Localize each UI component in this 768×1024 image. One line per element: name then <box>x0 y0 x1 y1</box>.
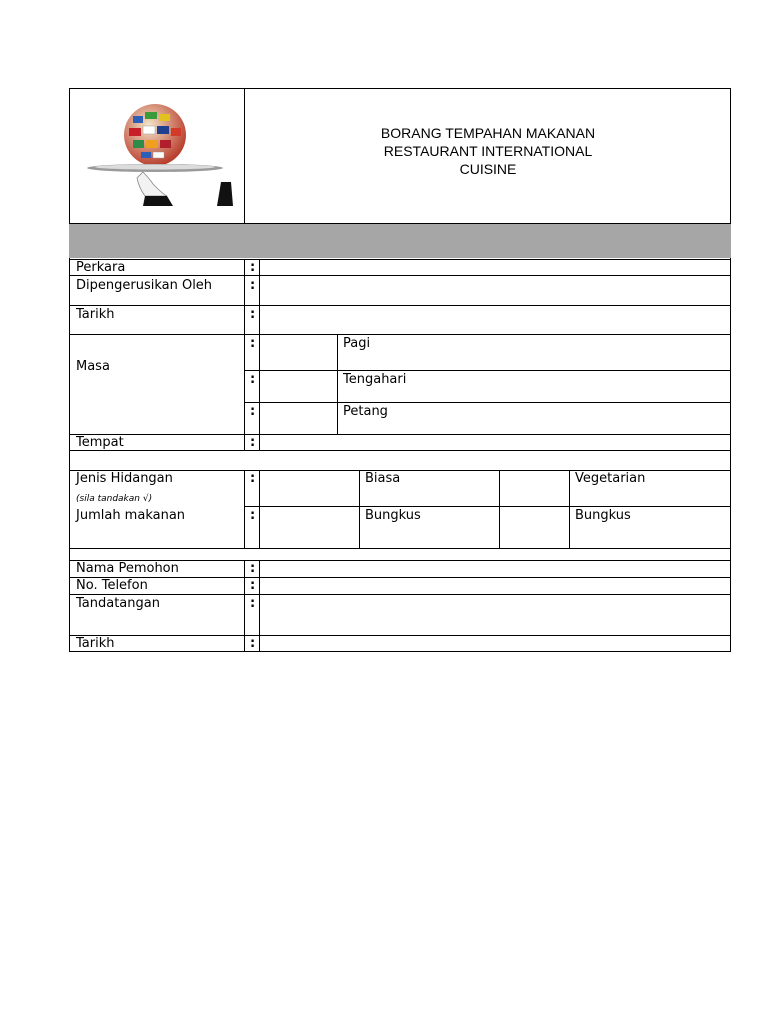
colon: : <box>250 307 256 322</box>
label-dipengerusikan: Dipengerusikan Oleh <box>76 278 213 293</box>
colon: : <box>250 435 256 450</box>
label-masa: Masa <box>76 359 110 374</box>
col-rule <box>569 470 570 548</box>
col-rule <box>499 470 500 548</box>
title-line-3: CUISINE <box>459 161 517 177</box>
label-jenis-hidangan: Jenis Hidangan <box>76 471 173 486</box>
colon: : <box>250 578 256 593</box>
rule <box>244 370 731 371</box>
colon: : <box>250 471 256 486</box>
label-jenis-note: (sila tandakan √) <box>76 494 153 504</box>
label-no-telefon: No. Telefon <box>76 578 148 593</box>
rule <box>69 334 731 335</box>
label-bungkus-vegetarian: Bungkus <box>575 508 631 523</box>
rule <box>69 259 731 260</box>
form-title <box>245 124 731 178</box>
rule <box>69 434 731 435</box>
rule <box>69 275 731 276</box>
col-rule <box>259 560 260 652</box>
border-left <box>69 88 70 652</box>
colon: : <box>250 372 256 387</box>
colon: : <box>250 508 256 523</box>
col-rule <box>259 259 260 450</box>
rule <box>69 635 731 636</box>
label-tarikh-2: Tarikh <box>76 636 115 651</box>
rule <box>69 548 731 549</box>
col-rule <box>244 259 245 450</box>
border-bottom <box>69 651 731 652</box>
rule <box>69 305 731 306</box>
title-line-2: RESTAURANT INTERNATIONAL <box>383 143 593 159</box>
label-perkara: Perkara <box>76 260 126 275</box>
option-petang: Petang <box>343 404 388 419</box>
label-nama-pemohon: Nama Pemohon <box>76 561 179 576</box>
col-rule <box>259 470 260 548</box>
colon: : <box>250 278 256 293</box>
rule <box>244 402 731 403</box>
option-tengahari: Tengahari <box>343 372 407 387</box>
col-rule <box>337 334 338 434</box>
section-band <box>69 224 731 258</box>
label-bungkus-biasa: Bungkus <box>365 508 421 523</box>
rule <box>244 506 731 507</box>
colon: : <box>250 596 256 611</box>
title-line-1: BORANG TEMPAHAN MAKANAN <box>380 125 596 141</box>
booking-form <box>69 88 731 652</box>
col-rule <box>359 470 360 548</box>
col-rule <box>244 560 245 652</box>
col-rule <box>244 470 245 548</box>
colon: : <box>250 336 256 351</box>
label-tandatangan: Tandatangan <box>76 596 160 611</box>
rule <box>69 594 731 595</box>
label-tempat: Tempat <box>76 435 124 450</box>
colon: : <box>250 561 256 576</box>
globe-on-tray-icon <box>83 102 233 212</box>
rule <box>69 450 731 451</box>
border-top <box>69 88 731 89</box>
colon: : <box>250 260 256 275</box>
option-pagi: Pagi <box>343 336 371 351</box>
option-biasa: Biasa <box>365 471 401 486</box>
colon: : <box>250 636 256 651</box>
option-vegetarian: Vegetarian <box>575 471 646 486</box>
rule <box>69 577 731 578</box>
colon: : <box>250 404 256 419</box>
label-tarikh: Tarikh <box>76 307 115 322</box>
label-jumlah-makanan: Jumlah makanan <box>76 508 186 523</box>
